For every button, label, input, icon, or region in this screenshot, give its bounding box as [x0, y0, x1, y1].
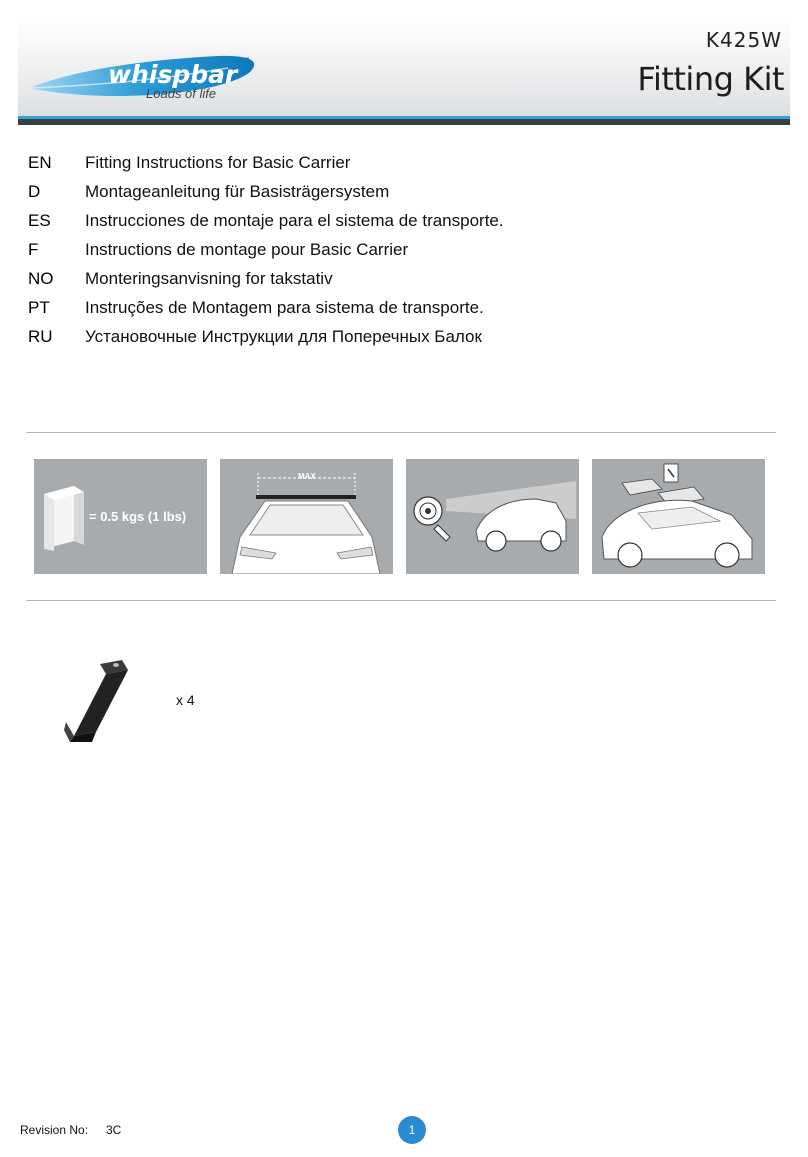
- part-quantity: x 4: [176, 692, 195, 708]
- weight-panel: [34, 459, 207, 574]
- max-label: MAX: [298, 472, 316, 481]
- page-number-badge: 1: [398, 1116, 426, 1144]
- brand-tagline: Loads of life: [146, 86, 217, 101]
- brand-wordmark: whispbar: [108, 60, 238, 89]
- language-code: D: [28, 181, 41, 201]
- weight-label: = 0.5 kgs (1 lbs): [89, 509, 187, 524]
- svg-text:™: ™: [244, 57, 250, 64]
- language-title: Monteringsanvisning for takstativ: [85, 268, 333, 288]
- language-row: [28, 206, 504, 235]
- tape-measure-icon: [406, 459, 579, 574]
- language-title: Instrucciones de montaje para el sistema de transporte.: [85, 210, 504, 230]
- language-code: F: [28, 239, 39, 259]
- language-code: RU: [28, 326, 53, 346]
- language-row: [28, 322, 504, 351]
- model-number: K425W: [705, 28, 782, 52]
- language-title: Instruções de Montagem para sistema de transporte.: [85, 297, 484, 317]
- header-divider-stripe: [18, 119, 790, 125]
- language-code: PT: [28, 297, 50, 317]
- section-divider: [26, 432, 776, 433]
- language-list: [28, 148, 504, 351]
- language-row: [28, 264, 504, 293]
- language-title: Montageanleitung für Basisträgersystem: [85, 181, 390, 201]
- mounting-bracket-icon: [62, 656, 142, 742]
- language-code: EN: [28, 152, 52, 172]
- max-spacing-panel: [220, 459, 393, 574]
- language-code: ES: [28, 210, 51, 230]
- car-roof-load-icon: [592, 459, 765, 574]
- section-divider: [26, 600, 776, 601]
- language-title: Instructions de montage pour Basic Carrier: [85, 239, 409, 259]
- revision-label: Revision No:: [20, 1123, 89, 1137]
- roof-load-panel: [592, 459, 765, 574]
- header-banner: [18, 18, 790, 124]
- language-title: Установочные Инструкции для Поперечных Балок: [85, 326, 482, 346]
- language-row: [28, 177, 504, 206]
- measure-panel: [406, 459, 579, 574]
- language-code: NO: [28, 268, 54, 288]
- whispbar-logo: [28, 42, 268, 124]
- language-row: [28, 293, 504, 322]
- language-title: Fitting Instructions for Basic Carrier: [85, 152, 351, 172]
- page-title: Fitting Kit: [637, 60, 784, 98]
- language-row: [28, 235, 504, 264]
- language-row: [28, 148, 504, 177]
- revision-value: 3C: [106, 1123, 122, 1137]
